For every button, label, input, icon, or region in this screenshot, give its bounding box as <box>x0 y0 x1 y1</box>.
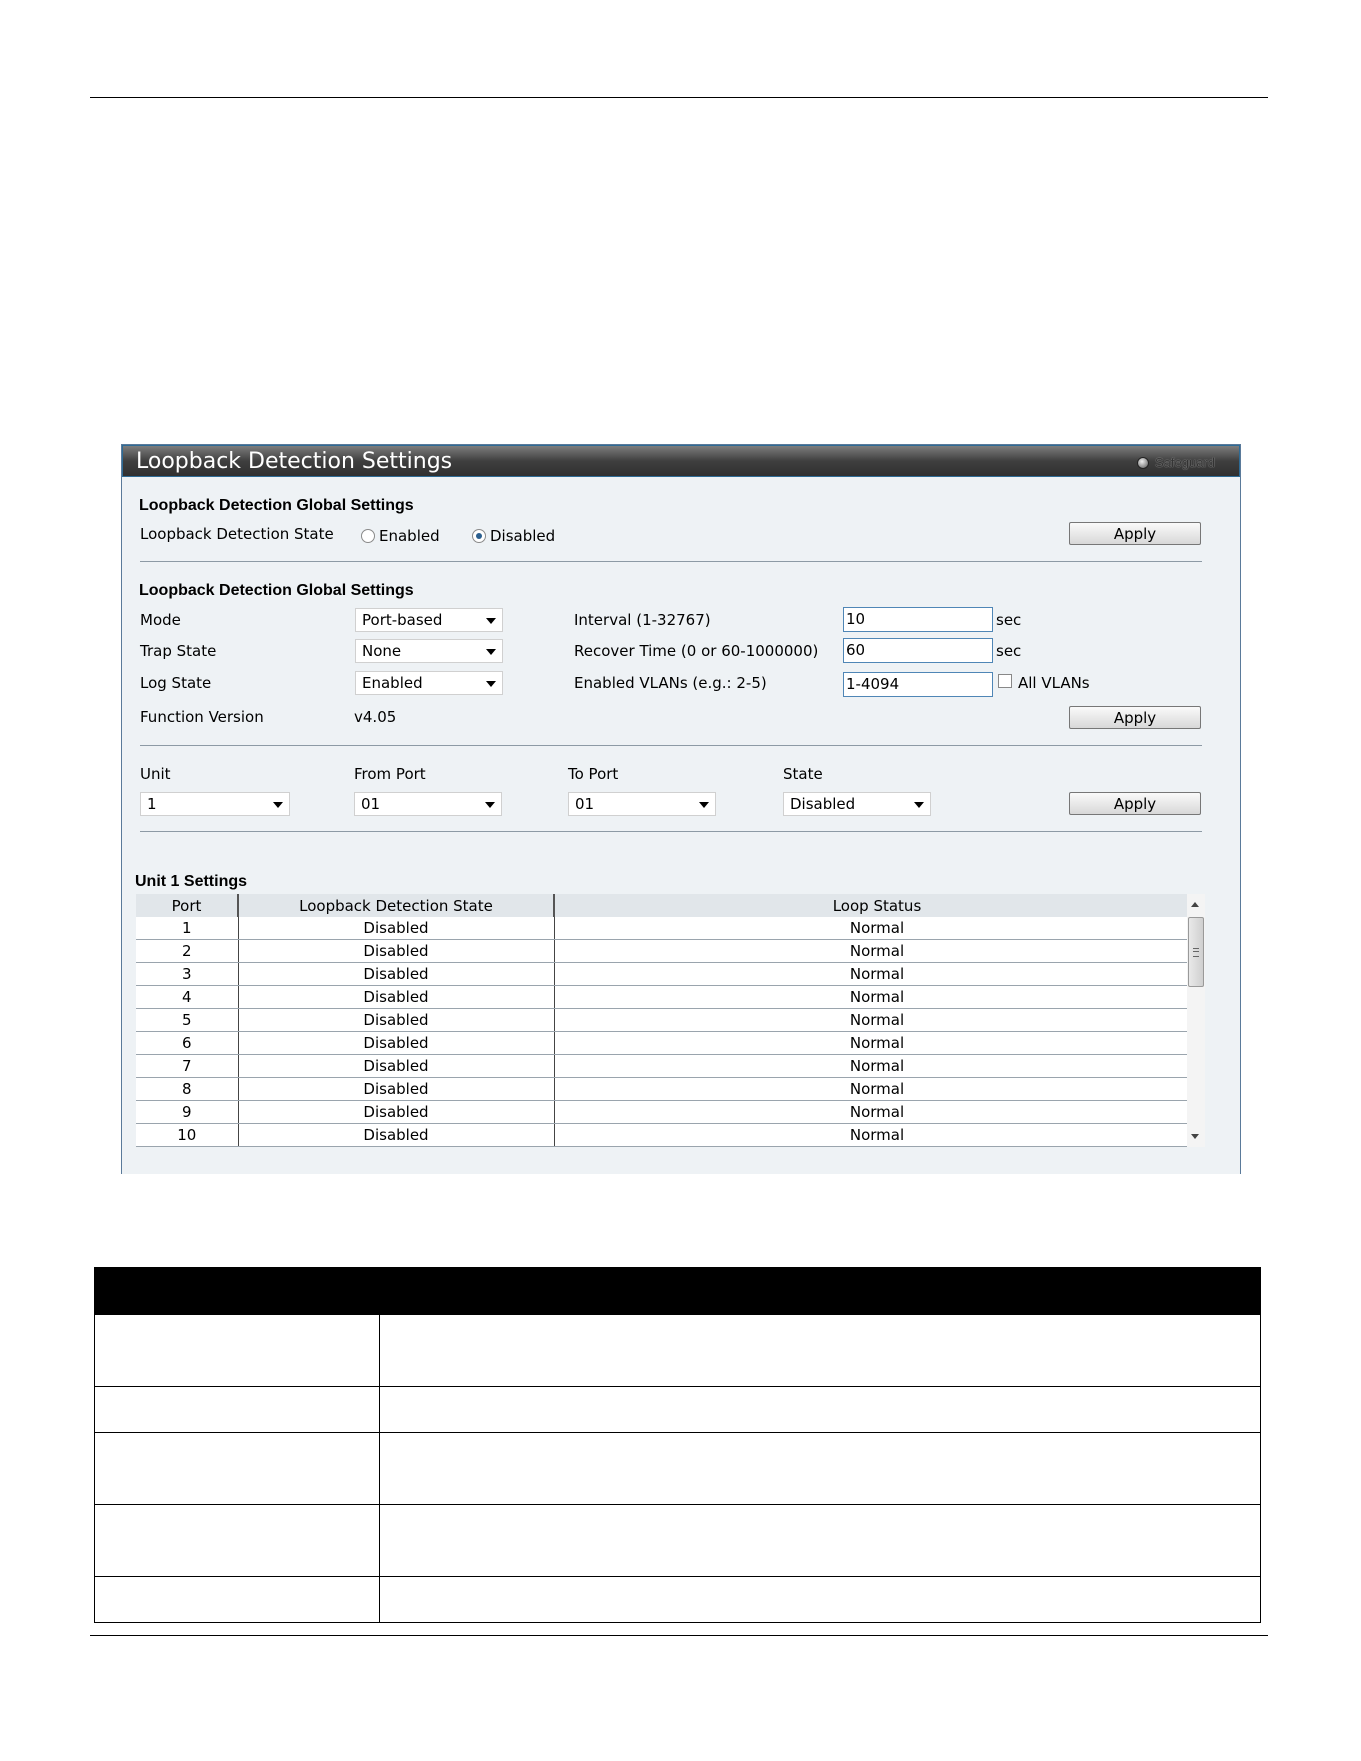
unit-settings-table <box>136 894 1201 1147</box>
mode-value: Port-based <box>362 611 443 629</box>
state-cell: Disabled <box>238 917 554 940</box>
radio-disabled-icon[interactable] <box>472 529 486 543</box>
unit-settings-heading: Unit 1 Settings <box>135 873 248 890</box>
loop-status-cell: Normal <box>554 1032 1200 1055</box>
enabled-vlans-input[interactable]: 1-4094 <box>843 672 993 697</box>
section2-heading: Loopback Detection Global Settings <box>139 582 414 599</box>
state-cell: Disabled <box>238 986 554 1009</box>
table-row <box>136 1101 1200 1124</box>
loop-status-cell: Normal <box>554 1055 1200 1078</box>
recover-time-input[interactable]: 60 <box>843 638 993 663</box>
chevron-down-icon <box>485 802 495 808</box>
interval-label: Interval (1-32767) <box>574 611 711 629</box>
from-port-label: From Port <box>354 765 426 783</box>
column-header-port: Port <box>136 894 238 917</box>
state-cell: Disabled <box>238 1101 554 1124</box>
loop-status-cell: Normal <box>554 1009 1200 1032</box>
table-row <box>136 1078 1200 1101</box>
state-label: State <box>783 765 823 783</box>
safeguard-label: Safeguard <box>1155 455 1215 470</box>
section1-heading: Loopback Detection Global Settings <box>139 497 414 514</box>
apply-button-global[interactable]: Apply <box>1069 706 1201 729</box>
doc-cell <box>95 1315 380 1387</box>
log-state-select[interactable] <box>355 671 503 695</box>
all-vlans-label: All VLANs <box>1018 674 1090 692</box>
loop-status-cell: Normal <box>554 986 1200 1009</box>
radio-enabled[interactable] <box>361 527 440 545</box>
doc-table-header <box>95 1268 1261 1315</box>
doc-cell <box>380 1387 1261 1433</box>
function-version-value: v4.05 <box>354 708 397 726</box>
port-cell: 1 <box>136 917 238 940</box>
trap-state-select[interactable] <box>355 639 503 663</box>
to-port-select[interactable] <box>568 792 716 816</box>
loop-status-cell: Normal <box>554 1078 1200 1101</box>
doc-table-row <box>95 1505 1261 1577</box>
unit-value: 1 <box>147 795 157 813</box>
port-cell: 8 <box>136 1078 238 1101</box>
apply-button-state[interactable]: Apply <box>1069 522 1201 545</box>
state-cell: Disabled <box>238 1078 554 1101</box>
mode-label: Mode <box>140 611 181 629</box>
doc-table-row <box>95 1577 1261 1623</box>
chevron-down-icon <box>699 802 709 808</box>
table-scrollbar[interactable] <box>1187 894 1205 1147</box>
doc-cell <box>380 1315 1261 1387</box>
doc-cell <box>95 1433 380 1505</box>
interval-unit: sec <box>996 611 1022 629</box>
table-row <box>136 1009 1200 1032</box>
doc-table-row <box>95 1387 1261 1433</box>
log-state-label: Log State <box>140 674 212 692</box>
port-cell: 9 <box>136 1101 238 1124</box>
scroll-down-icon[interactable] <box>1191 1134 1199 1139</box>
safeguard-icon <box>1137 457 1149 469</box>
trap-state-value: None <box>362 642 402 660</box>
grip-icon <box>1193 948 1199 957</box>
scrollbar-thumb[interactable] <box>1188 917 1204 987</box>
port-cell: 2 <box>136 940 238 963</box>
table-row <box>136 1032 1200 1055</box>
radio-disabled-label: Disabled <box>490 527 556 545</box>
chevron-down-icon <box>486 681 496 687</box>
scroll-up-icon[interactable] <box>1191 902 1199 907</box>
divider <box>140 831 1202 832</box>
state-cell: Disabled <box>238 1055 554 1078</box>
state-cell: Disabled <box>238 1032 554 1055</box>
divider <box>140 745 1202 746</box>
doc-cell <box>380 1577 1261 1623</box>
port-cell: 10 <box>136 1124 238 1147</box>
loop-status-cell: Normal <box>554 940 1200 963</box>
to-port-label: To Port <box>568 765 619 783</box>
port-cell: 4 <box>136 986 238 1009</box>
table-row <box>136 1055 1200 1078</box>
port-cell: 5 <box>136 1009 238 1032</box>
page-header-rule <box>90 97 1268 98</box>
radio-enabled-icon[interactable] <box>361 529 375 543</box>
divider <box>140 561 1202 562</box>
log-state-value: Enabled <box>362 674 423 692</box>
doc-cell <box>380 1505 1261 1577</box>
apply-button-port[interactable]: Apply <box>1069 792 1201 815</box>
chevron-down-icon <box>486 649 496 655</box>
doc-cell <box>380 1433 1261 1505</box>
column-header-loop-status: Loop Status <box>554 894 1200 917</box>
page-footer-rule <box>90 1635 1268 1636</box>
state-cell: Disabled <box>238 963 554 986</box>
table-row <box>136 963 1200 986</box>
doc-cell <box>95 1577 380 1623</box>
enabled-vlans-label: Enabled VLANs (e.g.: 2-5) <box>574 674 767 692</box>
port-cell: 7 <box>136 1055 238 1078</box>
chevron-down-icon <box>486 618 496 624</box>
doc-table-row <box>95 1433 1261 1505</box>
state-cell: Disabled <box>238 1009 554 1032</box>
to-port-value: 01 <box>575 795 595 813</box>
chevron-down-icon <box>273 802 283 808</box>
state-select[interactable] <box>783 792 931 816</box>
loop-status-cell: Normal <box>554 963 1200 986</box>
loopback-state-label: Loopback Detection State <box>140 525 334 543</box>
table-row <box>136 940 1200 963</box>
doc-cell <box>95 1387 380 1433</box>
loopback-settings-panel <box>121 444 1241 1174</box>
panel-title: Loopback Detection Settings <box>136 449 453 474</box>
recover-time-unit: sec <box>996 642 1022 660</box>
port-cell: 3 <box>136 963 238 986</box>
state-cell: Disabled <box>238 1124 554 1147</box>
unit-label: Unit <box>140 765 171 783</box>
radio-disabled[interactable] <box>472 527 555 545</box>
mode-select[interactable] <box>355 608 503 632</box>
table-row <box>136 1124 1200 1147</box>
recover-time-label: Recover Time (0 or 60-1000000) <box>574 642 819 660</box>
loop-status-cell: Normal <box>554 1101 1200 1124</box>
radio-enabled-label: Enabled <box>379 527 440 545</box>
safeguard-indicator <box>1137 455 1215 470</box>
doc-header-cell-parameter <box>95 1268 380 1315</box>
state-value: Disabled <box>790 795 856 813</box>
port-cell: 6 <box>136 1032 238 1055</box>
doc-header-cell-description <box>380 1268 1261 1315</box>
panel-titlebar <box>122 445 1240 477</box>
loop-status-cell: Normal <box>554 1124 1200 1147</box>
function-version-label: Function Version <box>140 708 264 726</box>
parameter-description-table <box>94 1267 1261 1623</box>
loop-status-cell: Normal <box>554 917 1200 940</box>
trap-state-label: Trap State <box>140 642 217 660</box>
from-port-value: 01 <box>361 795 381 813</box>
unit-select[interactable] <box>140 792 290 816</box>
doc-cell <box>95 1505 380 1577</box>
from-port-select[interactable] <box>354 792 502 816</box>
all-vlans-checkbox[interactable] <box>998 674 1090 692</box>
chevron-down-icon <box>914 802 924 808</box>
doc-table-row <box>95 1315 1261 1387</box>
state-cell: Disabled <box>238 940 554 963</box>
table-row <box>136 986 1200 1009</box>
checkbox-icon[interactable] <box>998 674 1012 688</box>
table-row <box>136 917 1200 940</box>
table-header-row <box>136 894 1200 917</box>
column-header-state: Loopback Detection State <box>238 894 554 917</box>
interval-input[interactable]: 10 <box>843 607 993 632</box>
